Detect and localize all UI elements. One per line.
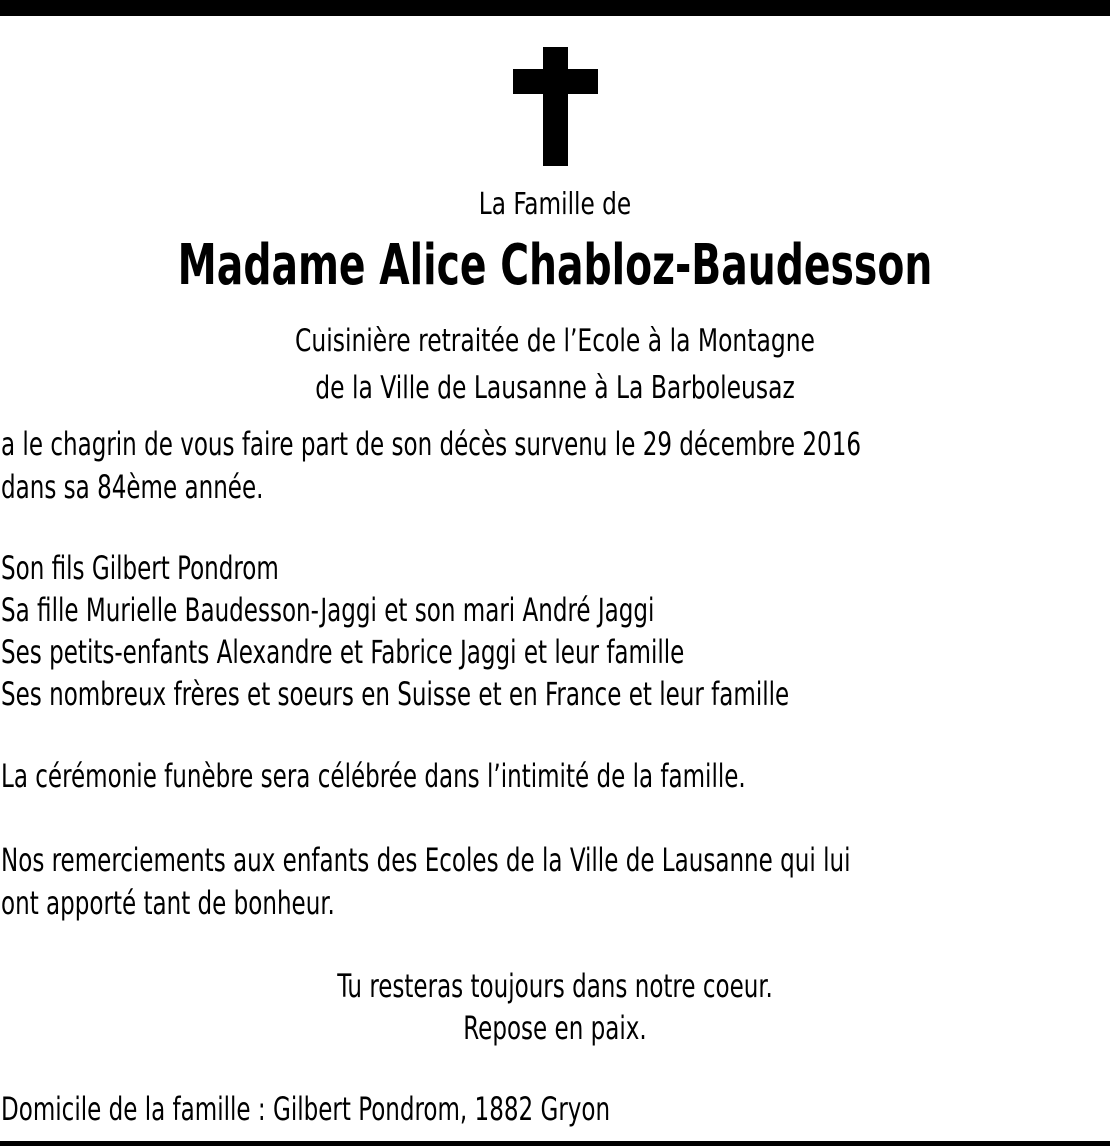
cross-icon xyxy=(513,47,598,166)
farewell-line-1: Tu resteras toujours dans notre coeur. xyxy=(337,967,773,1005)
family-member-4: Ses nombreux frères et soeurs en Suisse et en France et leur famille xyxy=(1,675,790,713)
occupation-line-1: Cuisinière retraitée de l’Ecole à la Montagne xyxy=(295,323,815,359)
top-border-rule xyxy=(0,0,1110,16)
intro-text: La Famille de xyxy=(478,187,632,222)
thanks-line-1: Nos remerciements aux enfants des Ecoles de la Ville de Lausanne qui lui xyxy=(1,841,851,879)
deceased-name: Madame Alice Chabloz-Baudesson xyxy=(177,233,933,298)
announcement-line-1: a le chagrin de vous faire part de son décès survenu le 29 décembre 2016 xyxy=(1,425,861,463)
thanks-line-2: ont apporté tant de bonheur. xyxy=(1,884,335,922)
farewell-line-2: Repose en paix. xyxy=(463,1009,647,1047)
bottom-border-rule xyxy=(0,1141,1110,1146)
family-member-1: Son fils Gilbert Pondrom xyxy=(1,549,279,587)
domicile-text: Domicile de la famille : Gilbert Pondrom, 1882 Gryon xyxy=(1,1090,611,1128)
occupation-line-2: de la Ville de Lausanne à La Barboleusaz xyxy=(315,370,795,406)
family-member-3: Ses petits-enfants Alexandre et Fabrice Jaggi et leur famille xyxy=(1,633,685,671)
announcement-line-2: dans sa 84ème année. xyxy=(1,468,264,506)
family-member-2: Sa fille Murielle Baudesson-Jaggi et son mari André Jaggi xyxy=(1,591,655,629)
ceremony-text: La cérémonie funèbre sera célébrée dans l’intimité de la famille. xyxy=(1,757,746,795)
